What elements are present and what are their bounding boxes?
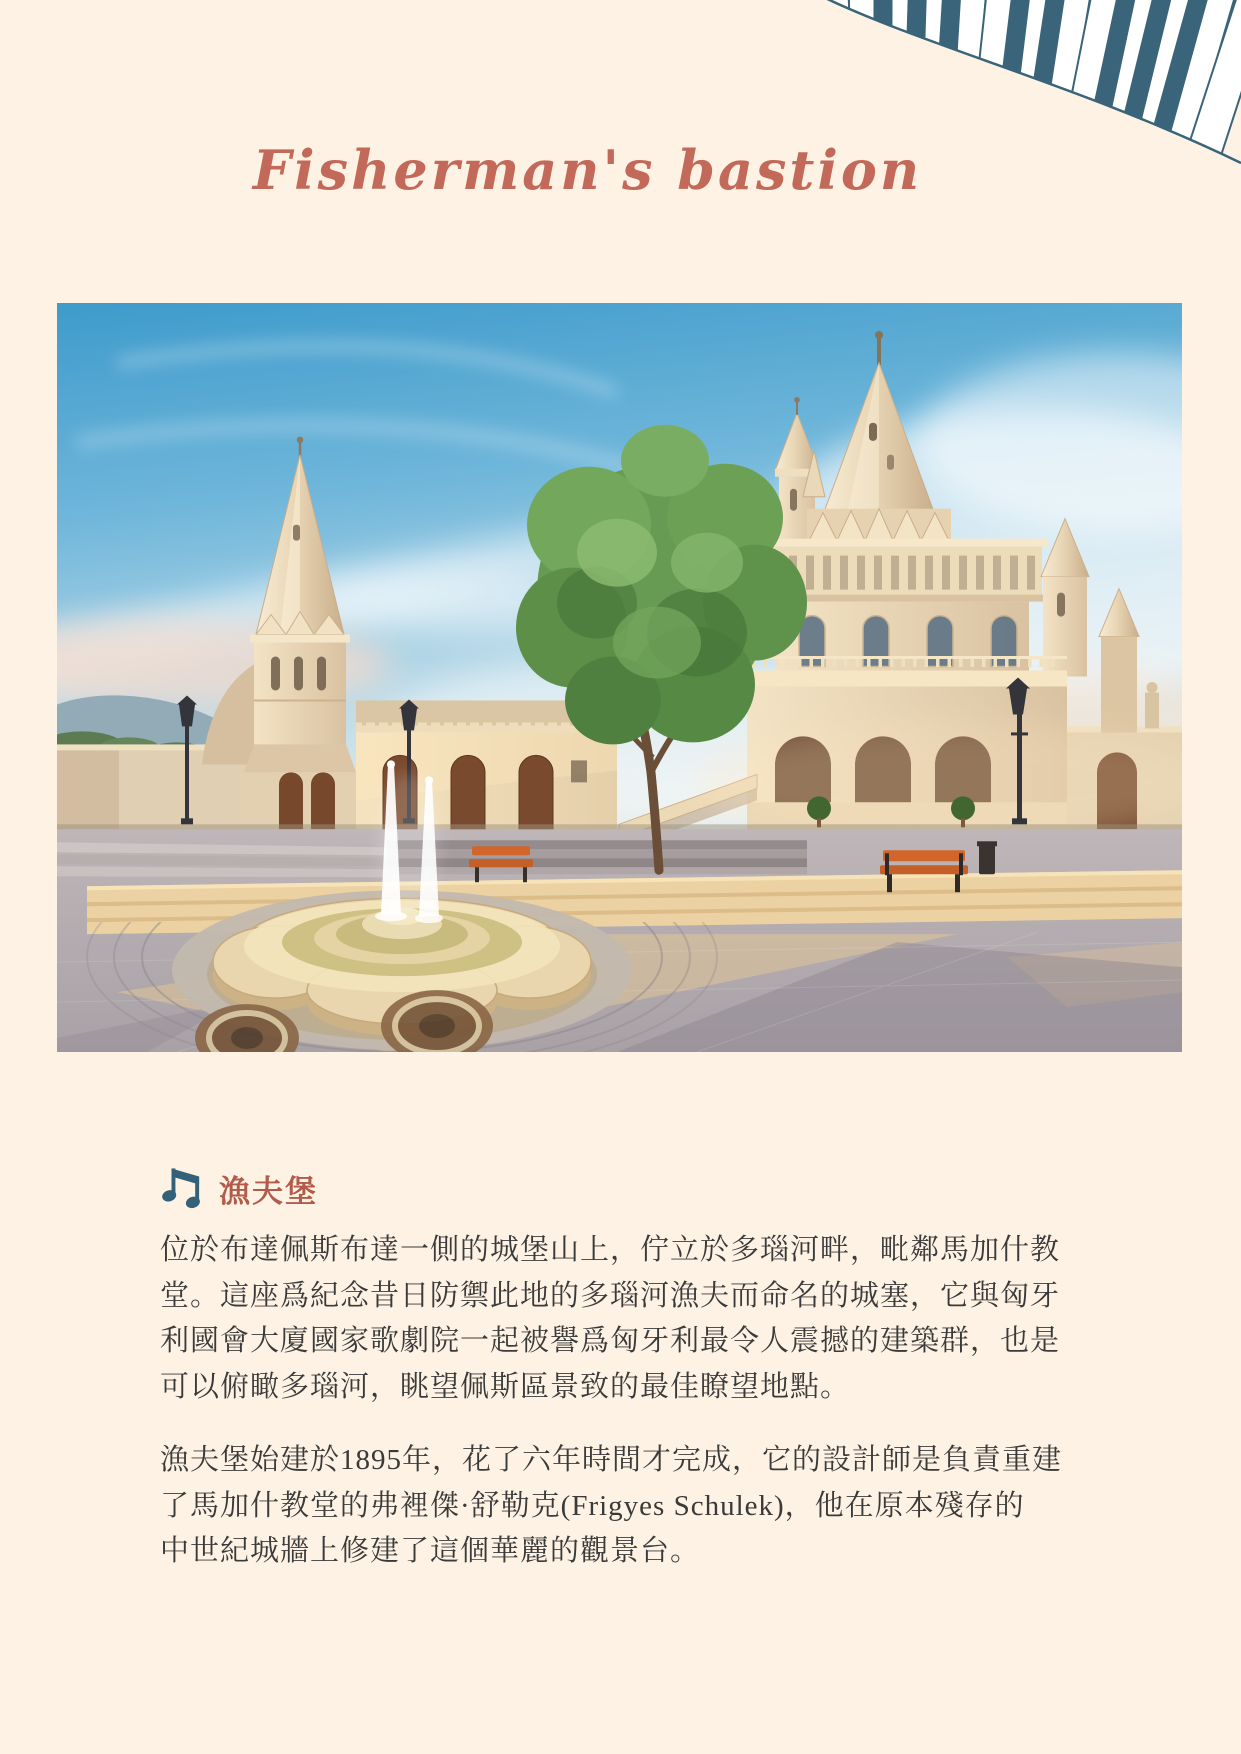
body-line: 利國會大廈國家歌劇院一起被譽爲匈牙利最令人震撼的建築群，也是 <box>160 1325 1061 1358</box>
body-line: 了馬加什教堂的弗裡傑·舒勒克(Frigyes Schulek)，他在原本殘存的 <box>160 1489 1025 1522</box>
section-heading: 漁夫堡 <box>219 1173 318 1209</box>
article-section <box>160 1164 1105 1575</box>
body-line: 位於布達佩斯布達一側的城堡山上，佇立於多瑙河畔，毗鄰馬加什教 <box>160 1234 1061 1266</box>
section-heading-row <box>160 1164 1105 1212</box>
paragraph-2 <box>160 1438 1105 1575</box>
body-line: 中世紀城牆上修建了這個華麗的觀景台。 <box>160 1535 701 1568</box>
body-line: 可以俯瞰多瑙河，眺望佩斯區景致的最佳瞭望地點。 <box>160 1371 851 1404</box>
fishermans-bastion-illustration <box>57 303 1182 1052</box>
body-line: 堂。這座爲紀念昔日防禦此地的多瑙河漁夫而命名的城塞，它與匈牙 <box>160 1279 1061 1312</box>
paragraph-1 <box>160 1228 1105 1411</box>
music-notes-icon <box>160 1167 206 1209</box>
fishermans-bastion-photo <box>57 303 1182 1052</box>
page-title: Fisherman's bastion <box>252 138 923 202</box>
body-line: 漁夫堡始建於1895年，花了六年時間才完成，它的設計師是負責重建 <box>160 1443 1063 1476</box>
